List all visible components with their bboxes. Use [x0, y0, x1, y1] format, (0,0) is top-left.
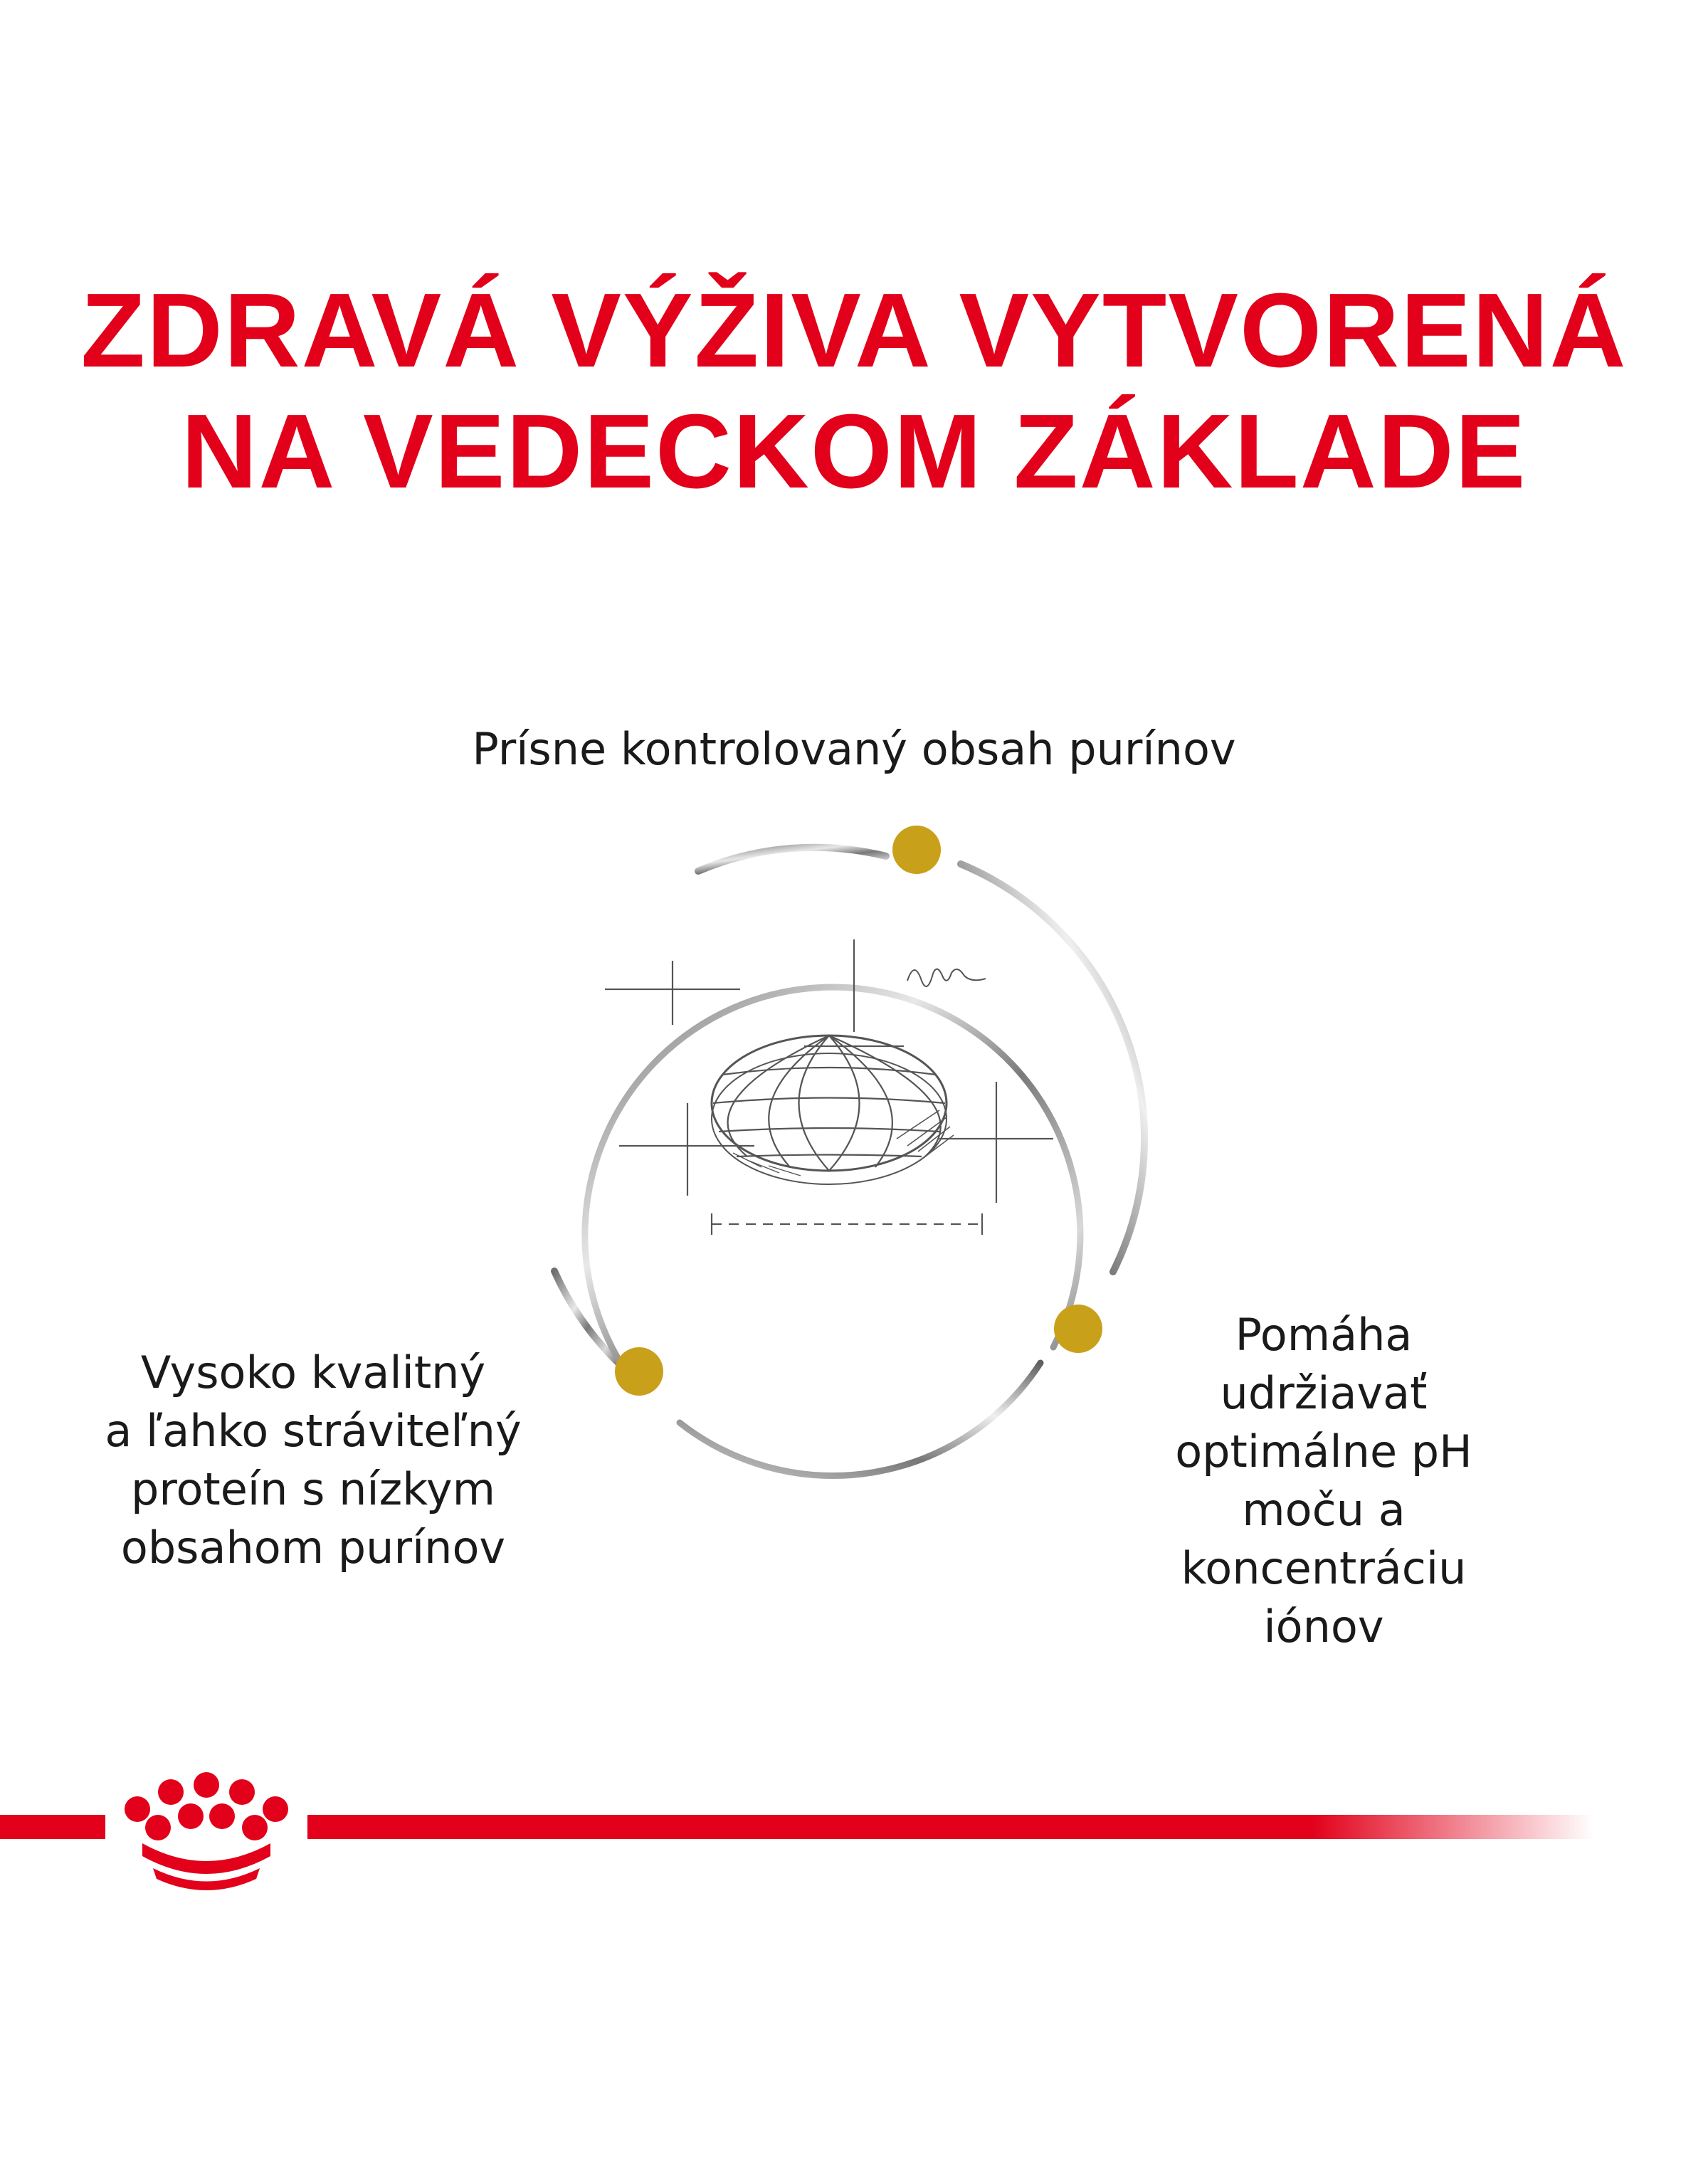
benefit-top-line: Prísne kontrolovaný obsah purínov	[472, 723, 1236, 775]
benefit-right-line: koncentráciu	[1181, 1542, 1467, 1594]
footer-bar-right	[307, 1815, 1594, 1839]
benefit-left-line: obsahom purínov	[120, 1522, 506, 1574]
gold-dot-left	[615, 1347, 663, 1396]
outer-ring-arc-top	[698, 848, 886, 871]
benefit-right-line: optimálne pH	[1175, 1426, 1472, 1477]
inner-ring-arc-main	[585, 987, 1080, 1389]
royal-crown-logo	[125, 1772, 288, 1890]
kibble-sketch-icon	[605, 939, 1053, 1235]
outer-ring	[554, 848, 1144, 1365]
benefit-right	[1124, 1306, 1523, 1656]
benefit-top	[356, 720, 1352, 779]
inner-ring-arc-bottom	[680, 1363, 1040, 1475]
benefits-diagram	[498, 797, 1210, 1509]
benefit-left-line: proteín s nízkym	[131, 1463, 495, 1515]
benefit-left-line: a ľahko stráviteľný	[105, 1405, 522, 1457]
benefit-right-line: udržiavať	[1220, 1367, 1428, 1419]
benefit-right-line: iónov	[1263, 1601, 1384, 1653]
outer-ring-arc-right	[961, 864, 1144, 1272]
headline-line-2: NA VEDECKOM ZÁKLADE	[181, 393, 1527, 510]
gold-dot-top	[892, 826, 941, 874]
headline	[0, 270, 1708, 512]
brand-footer	[0, 1772, 1708, 1900]
benefit-right-line: moču a	[1242, 1484, 1406, 1536]
headline-line-1: ZDRAVÁ VÝŽIVA VYTVORENÁ	[80, 272, 1628, 389]
benefit-left	[78, 1344, 548, 1577]
inner-ring	[585, 987, 1080, 1475]
benefit-right-line: Pomáha	[1235, 1309, 1413, 1361]
footer-bar-left	[0, 1815, 105, 1839]
gold-dot-right	[1054, 1305, 1102, 1353]
benefit-left-line: Vysoko kvalitný	[140, 1347, 486, 1398]
